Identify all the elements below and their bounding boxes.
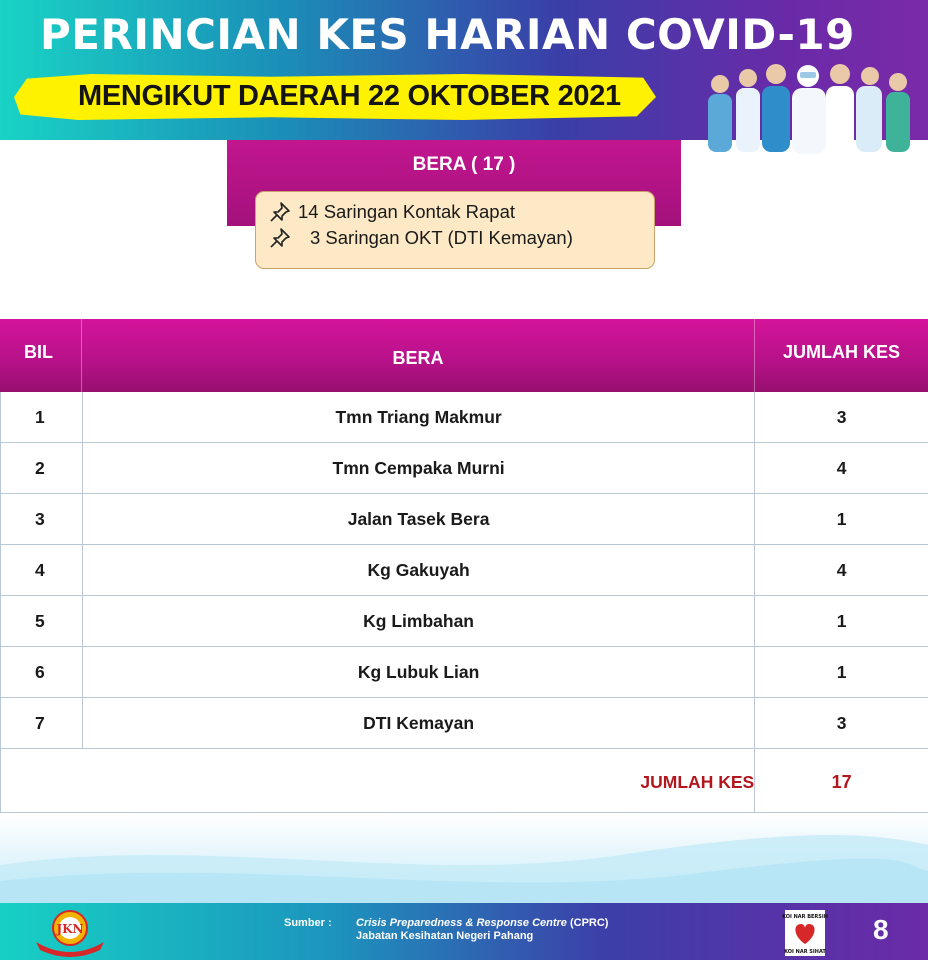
source-label: Sumber : — [284, 917, 332, 929]
row-case-count: 4 — [836, 457, 847, 478]
source-line-1: Crisis Preparedness & Response Centre (CPRC) — [356, 917, 609, 929]
table-row — [1, 392, 928, 443]
row-location: Tmn Triang Makmur — [83, 392, 755, 442]
pushpin-icon — [268, 227, 294, 249]
row-number: 3 — [1, 494, 83, 544]
note-item — [268, 225, 654, 251]
table-row — [1, 647, 928, 698]
note-text: 14 Saringan Kontak Rapat — [298, 201, 516, 222]
row-case-count: 1 — [836, 508, 847, 529]
wave-shape — [0, 815, 928, 903]
row-location: DTI Kemayan — [83, 698, 755, 748]
note-text: 3 Saringan OKT (DTI Kemayan) — [310, 227, 573, 248]
row-case-count: 4 — [836, 559, 847, 580]
jkn-logo-icon — [30, 906, 110, 958]
row-case-count: 3 — [836, 406, 847, 427]
row-number: 6 — [1, 647, 83, 697]
table-row — [1, 596, 928, 647]
pushpin-icon — [268, 201, 294, 223]
row-number: 5 — [1, 596, 83, 646]
cases-table — [0, 319, 928, 813]
table-row — [1, 494, 928, 545]
total-row — [1, 749, 928, 813]
row-location: Jalan Tasek Bera — [83, 494, 755, 544]
total-value: 17 — [831, 772, 852, 792]
row-case-count: 1 — [836, 610, 847, 631]
source-line-2: Jabatan Kesihatan Negeri Pahang — [356, 930, 534, 942]
header-location: BERA — [82, 319, 755, 392]
row-number: 2 — [1, 443, 83, 493]
header-case-count: JUMLAH KES — [782, 342, 900, 362]
case-notes-box — [255, 191, 655, 269]
table-header — [0, 319, 928, 392]
page-number: 8 — [873, 914, 889, 945]
table-body — [0, 392, 928, 813]
note-item — [268, 199, 654, 225]
svg-text:JKN: JKN — [56, 922, 84, 936]
row-number: 1 — [1, 392, 83, 442]
table-row — [1, 698, 928, 749]
row-location: Kg Lubuk Lian — [83, 647, 755, 697]
header-banner — [0, 0, 928, 140]
page-title: PERINCIAN KES HARIAN COVID-19 — [40, 10, 855, 59]
row-case-count: 3 — [836, 712, 847, 733]
row-location: Tmn Cempaka Murni — [83, 443, 755, 493]
page-subtitle: MENGIKUT DAERAH 22 OKTOBER 2021 — [78, 80, 621, 112]
district-title: BERA ( 17 ) — [412, 154, 516, 175]
svg-text:KOI NAR SIHAT: KOI NAR SIHAT — [784, 949, 826, 955]
healthcare-workers-illustration — [690, 56, 928, 156]
svg-text:KOI NAR BERSIH: KOI NAR BERSIH — [782, 914, 828, 920]
footer-bar — [0, 903, 928, 960]
row-number: 7 — [1, 698, 83, 748]
row-case-count: 1 — [836, 661, 847, 682]
table-row — [1, 545, 928, 596]
campaign-badge-icon — [782, 910, 828, 956]
header-bil: BIL — [0, 319, 82, 392]
row-location: Kg Gakuyah — [83, 545, 755, 595]
row-number: 4 — [1, 545, 83, 595]
decorative-waves — [0, 815, 928, 903]
total-label: JUMLAH KES — [1, 749, 755, 812]
row-location: Kg Limbahan — [83, 596, 755, 646]
table-row — [1, 443, 928, 494]
